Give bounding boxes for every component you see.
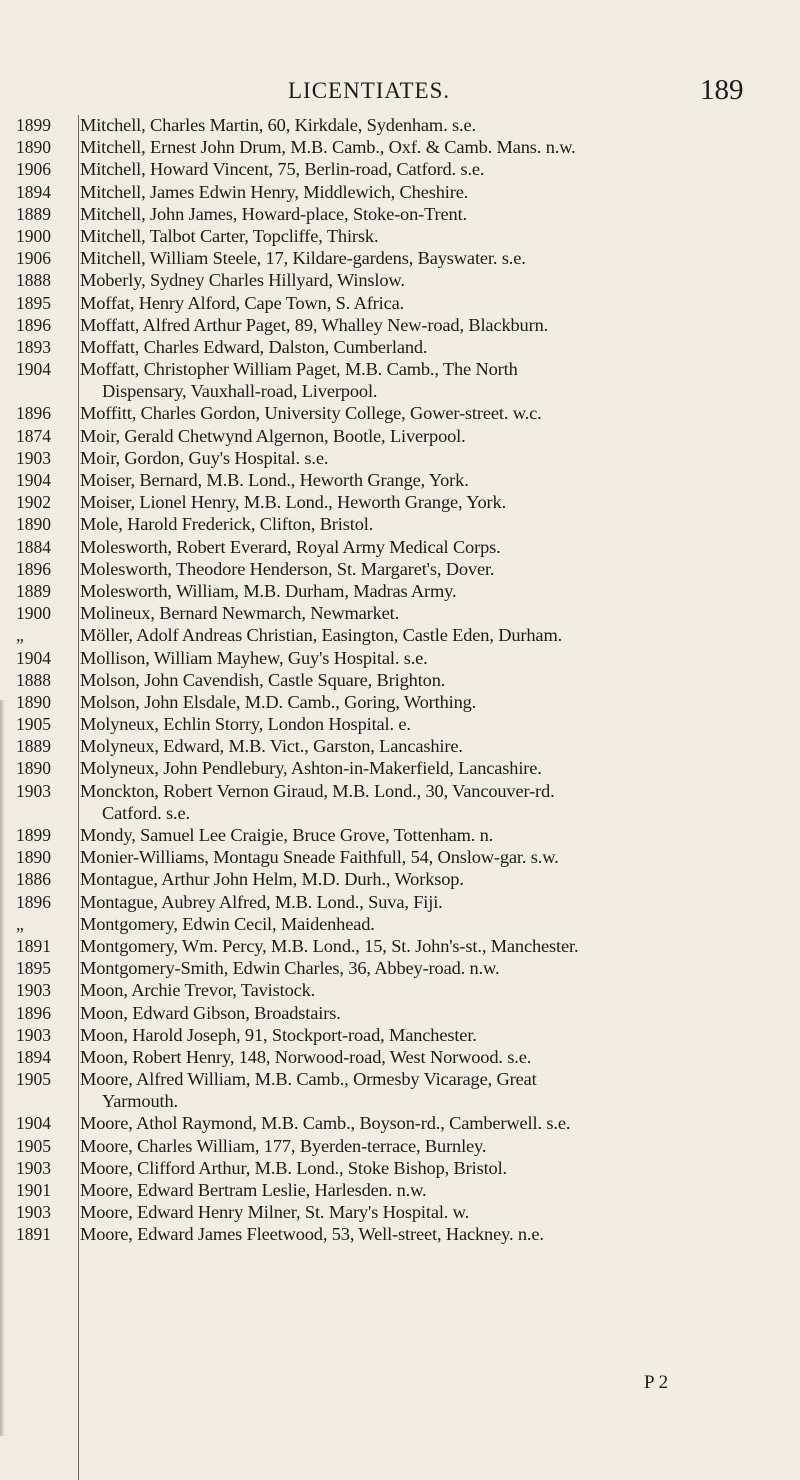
entry-text: Mitchell, John James, Howard-place, Stoke-on-Trent. — [80, 203, 467, 224]
entry-text: Molson, John Cavendish, Castle Square, Brighton. — [80, 669, 446, 690]
entry-year: 1900 — [16, 225, 51, 246]
entry-year — [0, 802, 80, 824]
list-item — [0, 979, 800, 1001]
list-item — [0, 269, 800, 291]
running-title: LICENTIATES. — [288, 78, 451, 103]
list-item — [0, 891, 800, 913]
list-item — [0, 158, 800, 180]
entry-text: Montgomery-Smith, Edwin Charles, 36, Abbey-road. n.w. — [80, 958, 500, 979]
entry-text: Moffatt, Christopher William Paget, M.B. Camb., The North — [80, 359, 518, 380]
list-item — [0, 314, 800, 336]
entry-year: 1903 — [16, 980, 51, 1001]
entry-text: Moiser, Lionel Henry, M.B. Lond., Heworth Grange, York. — [80, 492, 507, 513]
list-item — [0, 292, 800, 314]
entry-year: 1889 — [16, 736, 51, 757]
list-item — [0, 1068, 800, 1090]
entry-year: 1903 — [16, 447, 51, 468]
list-item — [0, 1002, 800, 1024]
entry-text: Catford. s.e. — [102, 802, 190, 823]
entry-text: Molyneux, John Pendlebury, Ashton-in-Makerfield, Lancashire. — [80, 758, 542, 779]
entry-year: „ — [16, 913, 24, 934]
entry-text: Dispensary, Vauxhall-road, Liverpool. — [102, 381, 378, 402]
list-item — [0, 247, 800, 269]
signature-mark: P 2 — [644, 1372, 669, 1393]
entry-year: 1890 — [16, 847, 51, 868]
list-item — [0, 580, 800, 602]
entry-text: Moore, Athol Raymond, M.B. Camb., Boyson-rd., Camberwell. s.e. — [80, 1113, 571, 1134]
list-item — [0, 713, 800, 735]
list-item — [0, 469, 800, 491]
entry-year: 1895 — [16, 958, 51, 979]
entry-year: 1886 — [16, 869, 51, 890]
entry-year: „ — [16, 625, 24, 646]
entry-year: 1904 — [16, 1113, 51, 1134]
entry-year: 1904 — [16, 647, 51, 668]
list-item — [0, 1157, 800, 1179]
entry-year: 1890 — [16, 514, 51, 535]
list-item — [0, 624, 800, 646]
licentiates-list — [0, 114, 800, 1246]
entry-text: Molesworth, Theodore Henderson, St. Margaret's, Dover. — [80, 558, 495, 579]
list-item — [0, 602, 800, 624]
entry-year: 1890 — [16, 691, 51, 712]
entry-text: Molson, John Elsdale, M.D. Camb., Goring, Worthing. — [80, 691, 477, 712]
entry-text: Moore, Edward Henry Milner, St. Mary's Hospital. w. — [80, 1202, 470, 1223]
entry-text: Möller, Adolf Andreas Christian, Easington, Castle Eden, Durham. — [80, 625, 563, 646]
list-item — [0, 402, 800, 424]
entry-year: 1905 — [16, 1135, 51, 1156]
list-item — [0, 735, 800, 757]
list-item — [0, 669, 800, 691]
entry-year — [0, 380, 80, 402]
list-item — [0, 558, 800, 580]
entry-year: 1884 — [16, 536, 51, 557]
entry-text: Moffatt, Alfred Arthur Paget, 89, Whalley New-road, Blackburn. — [80, 314, 549, 335]
entry-text: Moiser, Bernard, M.B. Lond., Heworth Grange, York. — [80, 470, 469, 490]
list-item — [0, 868, 800, 890]
entry-year: 1890 — [16, 758, 51, 779]
list-item — [0, 935, 800, 957]
entry-year: 1903 — [16, 1024, 51, 1045]
entry-text: Molesworth, Robert Everard, Royal Army Medical Corps. — [80, 536, 501, 557]
entry-text: Molyneux, Edward, M.B. Vict., Garston, Lancashire. — [80, 736, 463, 757]
entry-text: Moberly, Sydney Charles Hillyard, Winslow. — [80, 270, 405, 291]
entry-year: 1906 — [16, 159, 51, 180]
entry-year: 1896 — [16, 314, 51, 335]
list-item — [0, 913, 800, 935]
list-item — [0, 358, 800, 380]
list-item-continuation — [0, 380, 800, 402]
list-item — [0, 757, 800, 779]
list-item — [0, 425, 800, 447]
entry-year: 1896 — [16, 891, 51, 912]
entry-year: 1905 — [16, 1069, 51, 1090]
list-item — [0, 1046, 800, 1068]
entry-year: 1894 — [16, 1046, 51, 1067]
entry-year: 1905 — [16, 714, 51, 735]
entry-year: 1896 — [16, 1002, 51, 1023]
entry-year: 1902 — [16, 492, 51, 513]
list-item — [0, 1112, 800, 1134]
entry-text: Moore, Edward Bertram Leslie, Harlesden. n.w. — [80, 1180, 427, 1200]
entry-text: Moir, Gerald Chetwynd Algernon, Bootle, Liverpool. — [80, 425, 466, 446]
list-item-continuation — [0, 802, 800, 824]
list-item — [0, 1201, 800, 1223]
list-item — [0, 1135, 800, 1157]
entry-year: 1893 — [16, 336, 51, 357]
entry-year: 1904 — [16, 359, 51, 380]
entry-year: 1903 — [16, 1202, 51, 1223]
entry-year: 1900 — [16, 603, 51, 624]
entry-text: Molineux, Bernard Newmarch, Newmarket. — [80, 603, 400, 624]
entry-text: Mitchell, Charles Martin, 60, Kirkdale, Sydenham. s.e. — [80, 115, 476, 135]
entry-year: 1891 — [16, 1224, 51, 1245]
entry-text: Mole, Harold Frederick, Clifton, Bristol. — [80, 514, 374, 535]
entry-text: Moore, Charles William, 177, Byerden-terrace, Burnley. — [80, 1135, 487, 1156]
entry-text: Moore, Clifford Arthur, M.B. Lond., Stoke Bishop, Bristol. — [80, 1157, 508, 1178]
list-item — [0, 1179, 800, 1201]
list-item — [0, 780, 800, 802]
list-item — [0, 114, 800, 136]
entry-text: Monckton, Robert Vernon Giraud, M.B. Lond., 30, Vancouver-rd. — [80, 780, 555, 801]
entry-text: Monier-Williams, Montagu Sneade Faithfull, 54, Onslow-gar. s.w. — [80, 847, 559, 868]
entry-text: Moffitt, Charles Gordon, University College, Gower-street. w.c. — [80, 403, 542, 424]
entry-year: 1904 — [16, 470, 51, 490]
entry-year: 1889 — [16, 203, 51, 224]
entry-year: 1896 — [16, 403, 51, 424]
list-item — [0, 536, 800, 558]
entry-year: 1903 — [16, 1157, 51, 1178]
entry-text: Montague, Aubrey Alfred, M.B. Lond., Suva, Fiji. — [80, 891, 443, 912]
entry-year: 1894 — [16, 181, 51, 202]
entry-year: 1888 — [16, 669, 51, 690]
entry-year: 1901 — [16, 1180, 51, 1200]
page-number: 189 — [700, 74, 744, 106]
list-item — [0, 136, 800, 158]
list-item — [0, 647, 800, 669]
entry-year: 1903 — [16, 780, 51, 801]
list-item — [0, 691, 800, 713]
list-item — [0, 336, 800, 358]
entry-text: Moffat, Henry Alford, Cape Town, S. Africa. — [80, 292, 405, 313]
list-item — [0, 1223, 800, 1245]
page-header — [0, 74, 800, 118]
entry-text: Moir, Gordon, Guy's Hospital. s.e. — [80, 447, 329, 468]
entry-text: Mitchell, William Steele, 17, Kildare-gardens, Bayswater. s.e. — [80, 248, 526, 269]
entry-year: 1899 — [16, 115, 51, 135]
entry-year: 1895 — [16, 292, 51, 313]
entry-year: 1891 — [16, 935, 51, 956]
entry-text: Moon, Robert Henry, 148, Norwood-road, West Norwood. s.e. — [80, 1046, 532, 1067]
entry-text: Montgomery, Edwin Cecil, Maidenhead. — [80, 913, 375, 934]
entry-year: 1889 — [16, 580, 51, 601]
list-item — [0, 1024, 800, 1046]
list-item — [0, 225, 800, 247]
entry-text: Mollison, William Mayhew, Guy's Hospital. s.e. — [80, 647, 428, 668]
entry-year: 1890 — [16, 137, 51, 158]
entry-text: Moon, Edward Gibson, Broadstairs. — [80, 1002, 341, 1023]
list-item — [0, 491, 800, 513]
entry-text: Mitchell, James Edwin Henry, Middlewich, Cheshire. — [80, 181, 469, 202]
entry-year: 1899 — [16, 825, 51, 845]
entry-text: Mitchell, Howard Vincent, 75, Berlin-road, Catford. s.e. — [80, 159, 485, 180]
list-item — [0, 181, 800, 203]
entry-text: Yarmouth. — [102, 1091, 178, 1112]
list-item — [0, 957, 800, 979]
entry-text: Molesworth, William, M.B. Durham, Madras Army. — [80, 580, 457, 601]
entry-text: Montgomery, Wm. Percy, M.B. Lond., 15, St. John's-st., Manchester. — [80, 935, 579, 956]
entry-text: Moon, Archie Trevor, Tavistock. — [80, 980, 316, 1001]
list-item-continuation — [0, 1090, 800, 1112]
entry-text: Montague, Arthur John Helm, M.D. Durh., Worksop. — [80, 869, 464, 890]
entry-text: Mitchell, Ernest John Drum, M.B. Camb., Oxf. & Camb. Mans. n.w. — [80, 137, 576, 158]
list-item — [0, 824, 800, 846]
entry-text: Moore, Alfred William, M.B. Camb., Ormesby Vicarage, Great — [80, 1069, 537, 1090]
list-item — [0, 513, 800, 535]
list-item — [0, 447, 800, 469]
entry-year: 1888 — [16, 270, 51, 291]
entry-text: Moffatt, Charles Edward, Dalston, Cumberland. — [80, 336, 428, 357]
entry-year: 1896 — [16, 558, 51, 579]
entry-text: Moon, Harold Joseph, 91, Stockport-road, Manchester. — [80, 1024, 477, 1045]
entry-text: Mondy, Samuel Lee Craigie, Bruce Grove, Tottenham. n. — [80, 825, 494, 845]
entry-text: Moore, Edward James Fleetwood, 53, Well-street, Hackney. n.e. — [80, 1224, 544, 1245]
list-item — [0, 846, 800, 868]
entry-text: Mitchell, Talbot Carter, Topcliffe, Thirsk. — [80, 225, 379, 246]
entry-year: 1874 — [16, 425, 51, 446]
list-item — [0, 203, 800, 225]
entry-year — [0, 1090, 80, 1112]
entry-year: 1906 — [16, 248, 51, 269]
entry-text: Molyneux, Echlin Storry, London Hospital. e. — [80, 714, 411, 735]
